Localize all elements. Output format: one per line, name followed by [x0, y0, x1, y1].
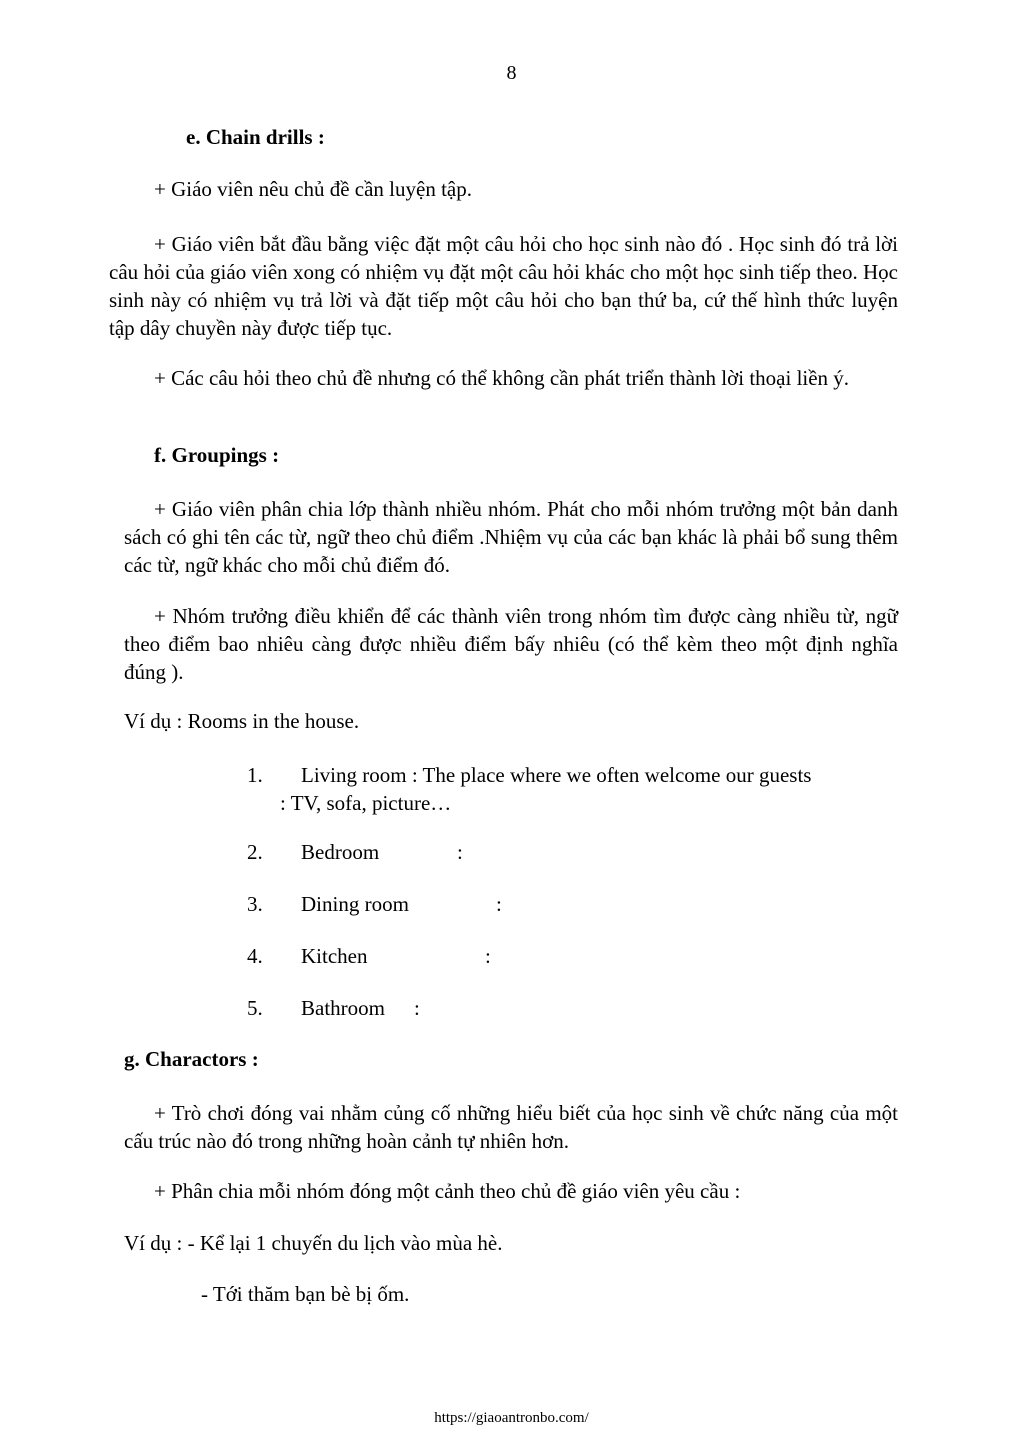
- list-item-number: 3.: [247, 892, 263, 916]
- section-g-paragraph-1: + Trò chơi đóng vai nhằm củng cố những hiểu biết của học sinh về chức năng của một cấu trúc nào đó trong những hoàn cảnh tự nhiên hơn.: [124, 1101, 898, 1153]
- list-item: [247, 761, 898, 817]
- section-e-paragraph-3: + Các câu hỏi theo chủ đề nhưng có thể không cần phát triển thành lời thoại liền ý.: [154, 366, 850, 390]
- section-e-heading: e. Chain drills :: [186, 125, 325, 149]
- section-g-paragraph-2: + Phân chia mỗi nhóm đóng một cảnh theo chủ đề giáo viên yêu cầu :: [154, 1179, 741, 1203]
- list-item-number: 1.: [247, 763, 263, 787]
- list-item-colon: :: [414, 996, 420, 1020]
- section-f-example: Ví dụ : Rooms in the house.: [124, 709, 360, 733]
- list-item-number: 4.: [247, 944, 263, 968]
- list-item-text: Bathroom: [301, 996, 385, 1020]
- section-f-paragraph-1: + Giáo viên phân chia lớp thành nhiều nhóm. Phát cho mỗi nhóm trưởng một bản danh sách có ghi tên các từ, ngữ theo chủ điểm .Nhiệm vụ của các bạn khác là phải bổ sung thêm các từ, ngữ khác cho mỗi chủ điểm đó.: [124, 497, 898, 577]
- section-g-heading: g. Charactors :: [124, 1047, 259, 1071]
- list-item-text: Kitchen: [301, 944, 368, 968]
- list-item-text: Dining room: [301, 892, 409, 916]
- list-item-colon: :: [485, 944, 491, 968]
- list-item-number: 5.: [247, 996, 263, 1020]
- footer-url[interactable]: https://giaoantronbo.com/: [434, 1410, 589, 1426]
- section-e-paragraph-2: + Giáo viên bắt đầu bằng việc đặt một câu hỏi cho học sinh nào đó . Học sinh đó trả lời câu hỏi của giáo viên xong có nhiệm vụ đặt một câu hỏi khác cho một học sinh tiếp theo. Học sinh này có nhiệm vụ trả lời và đặt tiếp một câu hỏi cho bạn thứ ba, cứ thế hình thức luyện tập dây chuyền này được tiếp tục.: [109, 232, 898, 340]
- list-item-text-line-2: : TV, sofa, picture…: [280, 791, 452, 815]
- list-item-text: Bedroom: [301, 840, 380, 864]
- list-item-number: 2.: [247, 840, 263, 864]
- list-item-colon: :: [496, 892, 502, 916]
- section-g-example-1: Ví dụ : - Kể lại 1 chuyến du lịch vào mùa hè.: [124, 1231, 503, 1255]
- section-g-example-2: - Tới thăm bạn bè bị ốm.: [201, 1282, 410, 1306]
- section-f-paragraph-2: + Nhóm trưởng điều khiển để các thành viên trong nhóm tìm được càng nhiều từ, ngữ theo điểm bao nhiêu càng được nhiều điểm bấy nhiêu (có thể kèm theo một định nghĩa đúng ).: [124, 604, 898, 684]
- page-number: 8: [506, 62, 517, 84]
- section-e-paragraph-1: + Giáo viên nêu chủ đề cần luyện tập.: [154, 177, 472, 201]
- list-item-colon: :: [457, 840, 463, 864]
- section-f-heading: f. Groupings :: [154, 443, 280, 467]
- list-item-text-line-1: Living room : The place where we often welcome our guests: [301, 763, 812, 787]
